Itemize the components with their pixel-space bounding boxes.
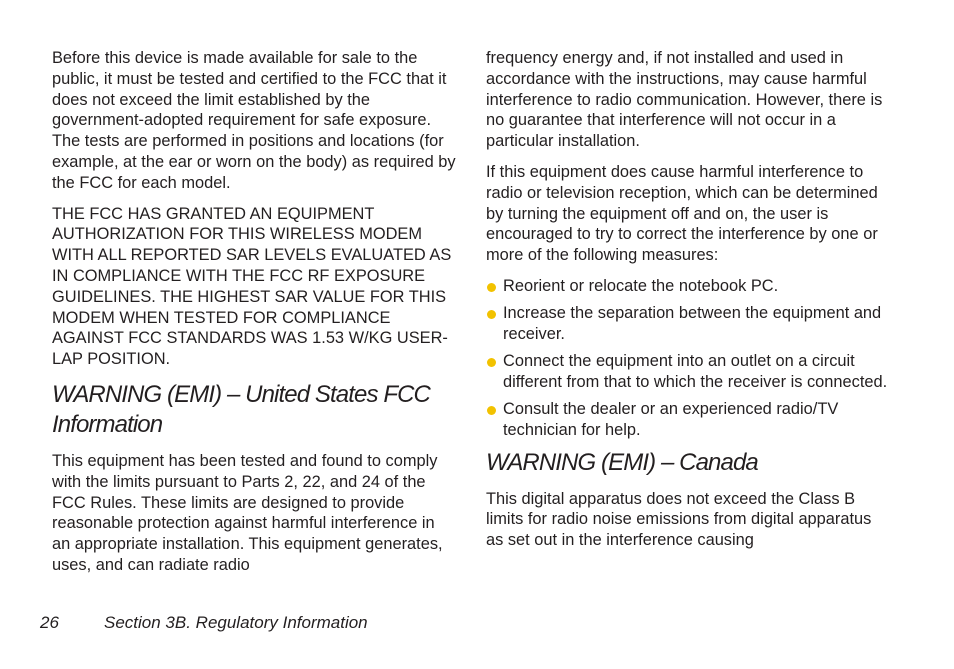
list-item-text: Increase the separation between the equipment and receiver. [503,304,882,344]
interference-measures-paragraph: If this equipment does cause harmful interference to radio or television reception, which can be determined by turning the equipment off and on, the user is encouraged to try to correct the interference by one or more of the following measures: [486,162,878,265]
page-number: 26 [40,613,59,632]
fcc-compliance-paragraph: This equipment has been tested and found to comply with the limits pursuant to Parts 2, 22, and 24 of the FCC Rules. These limits are designed to provide reasonable protection against harmful interference in an appropriate installation. This equipment generates, uses, and can radiate radio [52,451,443,574]
fcc-warning-heading: WARNING (EMI) – United States FCC Information [52,380,430,438]
left-column [52,48,456,586]
list-item-text: Connect the equipment into an outlet on a circuit different from that to which the receiver is connected. [503,352,888,392]
section-title: Section 3B. Regulatory Information [104,613,368,632]
list-item [486,399,890,441]
bullet-dot-icon [487,283,496,292]
page-footer [40,612,368,634]
canada-warning-heading: WARNING (EMI) – Canada [486,448,758,476]
bullet-dot-icon [487,358,496,367]
list-item-text: Consult the dealer or an experienced radio/TV technician for help. [503,400,839,440]
bullet-dot-icon [487,310,496,319]
list-item [486,351,890,393]
list-item [486,276,890,297]
list-item [486,303,890,345]
sar-certification-paragraph: Before this device is made available for sale to the public, it must be tested and certified to the FCC that it does not exceed the limit established by the government-adopted requirement for safe exposure. The tests are performed in positions and locations (for example, at the ear or worn on the body) as required by the FCC for each model. [52,49,456,192]
bullet-dot-icon [487,406,496,415]
canada-compliance-paragraph: This digital apparatus does not exceed the Class B limits for radio noise emissions from digital apparatus as set out in the interference causing [486,489,872,550]
measures-list [486,276,890,441]
right-column [486,48,890,561]
list-item-text: Reorient or relocate the notebook PC. [503,276,779,295]
rf-energy-paragraph: frequency energy and, if not installed and used in accordance with the instructions, may cause harmful interference to radio communication. However, there is no guarantee that interference will not occur in a particular installation. [486,49,883,151]
sar-value-paragraph: THE FCC HAS GRANTED AN EQUIPMENT AUTHORIZATION FOR THIS WIRELESS MODEM WITH ALL REPORTED SAR LEVELS EVALUATED AS IN COMPLIANCE WITH THE FCC RF EXPOSURE GUIDELINES. THE HIGHEST SAR VALUE FOR THIS MODEM WHEN TESTED FOR COMPLIANCE AGAINST FCC STANDARDS WAS 1.53 W/KG USER-LAP POSITION. [52,204,452,369]
